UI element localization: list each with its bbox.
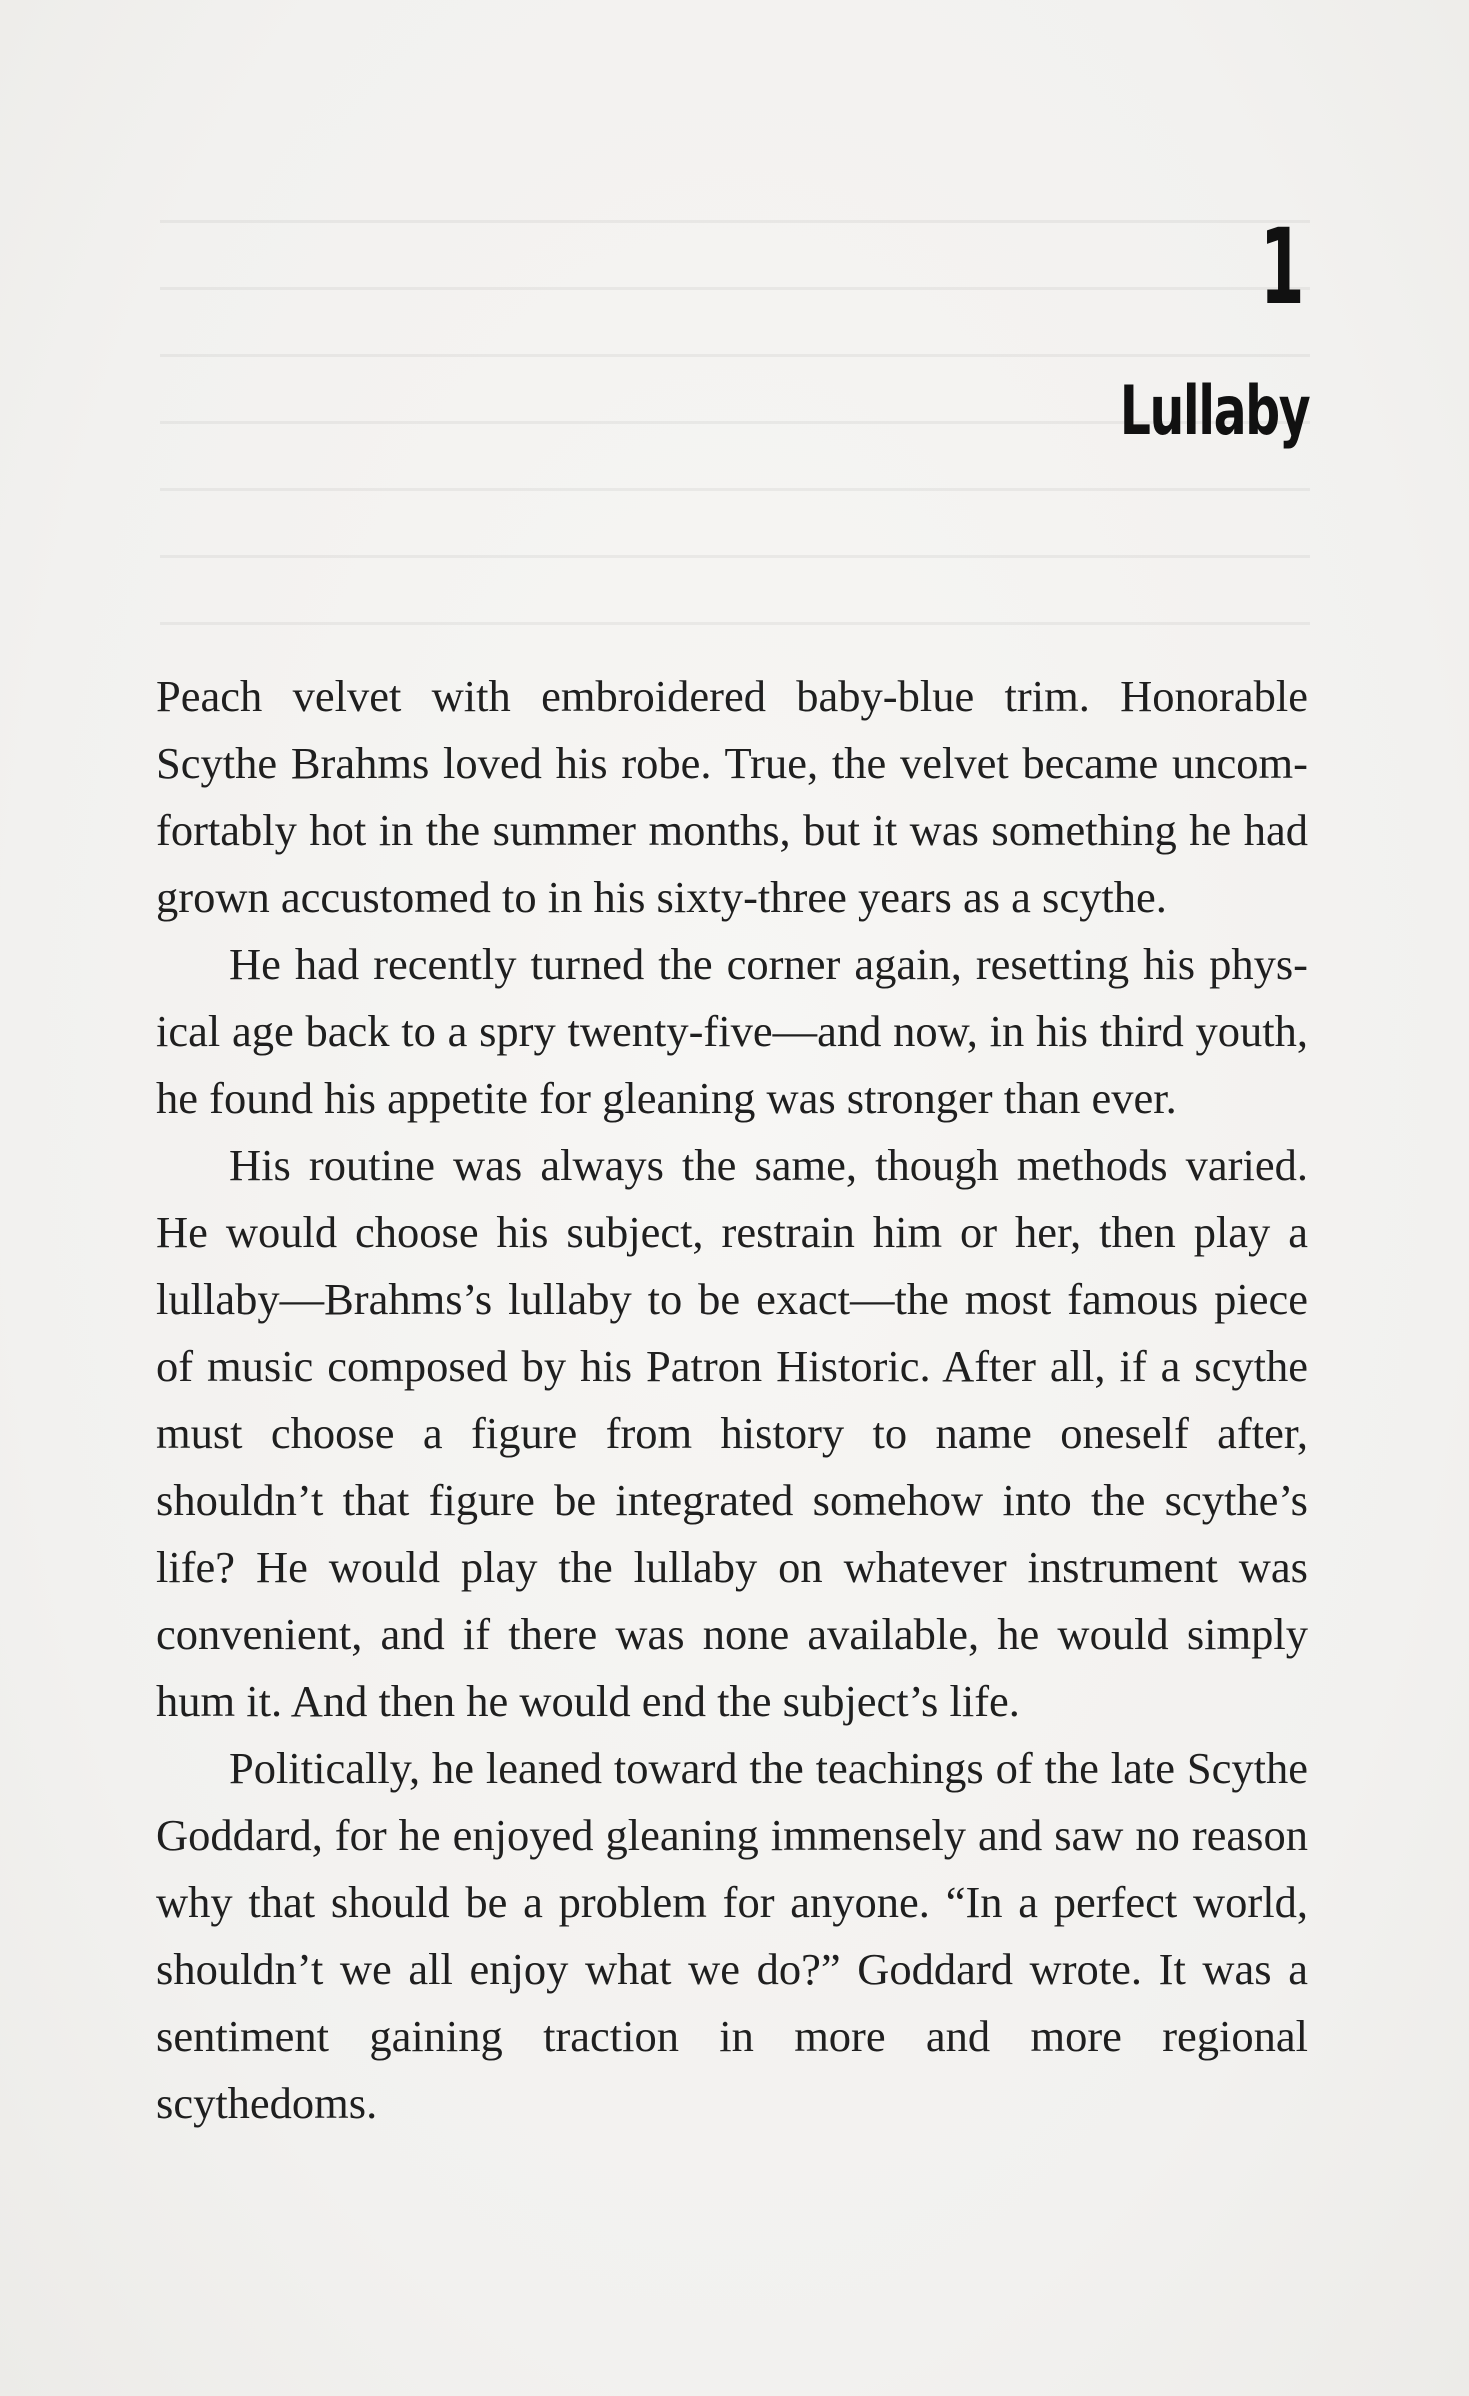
chapter-title: Lullaby [1119, 372, 1309, 451]
paragraph: He had recently turned the corner again, resetting his physical age back to a spry twenty-five—and now, in his third youth, he found his appetite for gleaning was stronger than ever. [156, 939, 1308, 1123]
paragraph: Peach velvet with embroidered baby-blue trim. Honorable Scythe Brahms loved his robe. True, the velvet became uncomfortably hot in the summer months, but it was something he had grown accustomed to in his sixty-three years as a scythe. [156, 671, 1308, 922]
paragraph: His routine was always the same, though methods varied. He would choose his subject, restrain him or her, then play a lullaby—Brahms’s lullaby to be exact—the most famous piece of music composed by his Patron Historic. After all, if a scythe must choose a figure from history to name oneself after, shouldn’t that figure be integrated somehow into the scythe’s life? He would play the lullaby on whatever instrument was convenient, and if there was none available, he would simply hum it. And then he would end the subject’s life. [156, 1140, 1308, 1726]
chapter-body [156, 663, 1308, 2137]
chapter-number: 1 [1259, 206, 1303, 328]
paragraph: Politically, he leaned toward the teachings of the late Scythe Goddard, for he enjoyed gleaning immensely and saw no reason why that should be a problem for anyone. “In a perfect world, shouldn’t we all enjoy what we do?” Goddard wrote. It was a sentiment gaining traction in more and more regional scythedoms. [156, 1743, 1308, 2128]
